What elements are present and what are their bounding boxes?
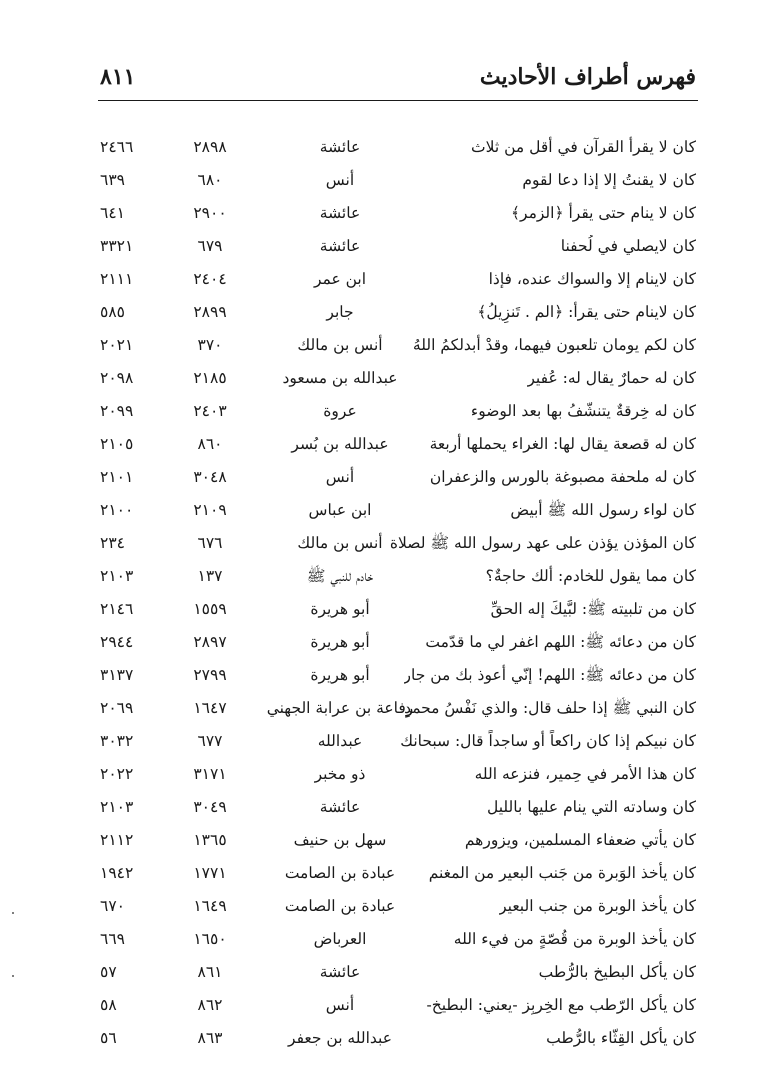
page-reference: ٢١٤٦ — [100, 600, 134, 618]
hadith-text: كان له حمارٌ يقال له: عُفير — [527, 369, 696, 387]
index-entry — [100, 495, 696, 528]
index-entry — [100, 891, 696, 924]
index-entry — [100, 990, 696, 1023]
narrator: عائشة — [319, 138, 361, 156]
hadith-number: ٨٦٠ — [197, 435, 223, 453]
index-entry — [100, 594, 696, 627]
hadith-number: ٢١٠٩ — [193, 501, 227, 519]
hadith-text: كان لا ينام حتى يقرأ ﴿الزمر﴾ — [510, 204, 696, 222]
hadith-number: ٢٤٠٤ — [193, 270, 227, 288]
header-rule — [98, 100, 698, 101]
narrator: عبادة بن الصامت — [284, 864, 396, 882]
hadith-number: ١٦٤٩ — [193, 897, 227, 915]
narrator: أبو هريرة — [310, 633, 370, 651]
hadith-number: ٨٦١ — [197, 963, 223, 981]
narrator: رفاعة بن عرابة الجهني — [266, 699, 414, 717]
hadith-text: كان لاينام حتى يقرأ: ﴿الم . تَنزِيلُ﴾ — [477, 303, 696, 321]
narrator: أنس — [325, 996, 355, 1014]
hadith-number: ٢٨٩٨ — [193, 138, 227, 156]
hadith-number: ١٥٥٩ — [193, 600, 227, 618]
index-entry — [100, 825, 696, 858]
page-reference: ١٩٤٢ — [100, 864, 134, 882]
page-reference: ٢٠٢١ — [100, 336, 134, 354]
hadith-text: كان مما يقول للخادم: ألك حاجةٌ؟ — [485, 567, 696, 585]
hadith-text: كان له قصعة يقال لها: الغراء يحملها أربعة — [429, 435, 696, 453]
narrator: عبدالله بن بُسر — [291, 435, 389, 453]
hadith-text: كان يأكل الرّطب مع الخِربِز -يعني: البطيخ- — [426, 996, 696, 1014]
hadith-number: ٦٨٠ — [197, 171, 223, 189]
hadith-number: ١٦٤٧ — [193, 699, 227, 717]
hadith-number: ١٦٥٠ — [193, 930, 227, 948]
narrator: ذو مخبر — [314, 765, 366, 783]
hadith-number: ٣١٧١ — [193, 765, 227, 783]
hadith-number: ٦٧٦ — [197, 534, 223, 552]
page-reference: ٢١٠١ — [100, 468, 134, 486]
hadith-number: ٢١٨٥ — [193, 369, 227, 387]
narrator: جابر — [326, 303, 354, 321]
hadith-number: ٢٨٩٩ — [193, 303, 227, 321]
page-reference: ٦٦٩ — [100, 930, 125, 948]
index-entry — [100, 1023, 696, 1056]
hadith-text: كان من دعائه ﷺ: اللهم اغفر لي ما قدّمت — [425, 633, 696, 651]
index-entry — [100, 363, 696, 396]
page-reference: ٦٣٩ — [100, 171, 125, 189]
running-head — [100, 60, 696, 100]
hadith-number: ١٣٦٥ — [193, 831, 227, 849]
page-reference: ٢٣٤ — [100, 534, 125, 552]
index-entry — [100, 924, 696, 957]
narrator: عائشة — [319, 204, 361, 222]
index-entry — [100, 957, 696, 990]
index-entry — [100, 528, 696, 561]
page-reference: ٥٨ — [100, 996, 117, 1014]
page-reference: ٢١٠٥ — [100, 435, 134, 453]
hadith-number: ٢٤٠٣ — [193, 402, 227, 420]
hadith-text: كان نبيكم إذا كان راكعاً أو ساجداً قال: سبحانك — [400, 732, 696, 750]
hadith-text: كان لواء رسول الله ﷺ أبيض — [510, 501, 696, 519]
page-reference: ٢١١٢ — [100, 831, 134, 849]
page-reference: ٥٨٥ — [100, 303, 125, 321]
index-entry — [100, 462, 696, 495]
narrator: العرباض — [313, 930, 367, 948]
page-reference: ٢٠٩٨ — [100, 369, 134, 387]
hadith-text: كان يأخذ الوبرة من قُصّةٍ من فيء الله — [453, 930, 696, 948]
narrator: ابن عمر — [313, 270, 367, 288]
page-reference: ٢٠٩٩ — [100, 402, 134, 420]
page-reference: ٦٧٠ — [100, 897, 125, 915]
hadith-number: ١٧٧١ — [193, 864, 227, 882]
narrator: عائشة — [319, 798, 361, 816]
index-entry — [100, 561, 696, 594]
hadith-text: كان لاينام إلا والسواك عنده، فإذا — [488, 270, 696, 288]
hadith-text: كان له ملحفة مصبوغة بالورس والزعفران — [429, 468, 696, 486]
narrator: عبدالله بن جعفر — [288, 1029, 392, 1047]
index-entry — [100, 330, 696, 363]
index-entry — [100, 264, 696, 297]
page-reference: ٢٠٦٩ — [100, 699, 134, 717]
page-reference: ٥٧ — [100, 963, 117, 981]
hadith-number: ٦٧٧ — [197, 732, 223, 750]
index-entry — [100, 693, 696, 726]
narrator: خادم للنبي ﷺ — [306, 567, 374, 585]
index-entry — [100, 660, 696, 693]
page-reference: ٢١٠٣ — [100, 798, 134, 816]
narrator: سهل بن حنيف — [293, 831, 387, 849]
narrator: ابن عباس — [308, 501, 372, 519]
hadith-number: ٨٦٢ — [197, 996, 223, 1014]
narrator: أنس — [325, 171, 355, 189]
index-entry — [100, 429, 696, 462]
page-reference: ٥٦ — [100, 1029, 117, 1047]
hadith-text: كان له خِرقةٌ يتنشّفُ بها بعد الوضوء — [470, 402, 696, 420]
page-reference: ٦٤١ — [100, 204, 125, 222]
hadith-text: كان لا يقنتُ إلا إذا دعا لقوم — [522, 171, 696, 189]
hadith-number: ٢٨٩٧ — [193, 633, 227, 651]
hadith-text: كان يأكل القِثّاء بالرُّطب — [546, 1029, 696, 1047]
narrator: عائشة — [319, 963, 361, 981]
narrator: عائشة — [319, 237, 361, 255]
page-reference: ٣١٣٧ — [100, 666, 134, 684]
hadith-index-table — [100, 132, 696, 1056]
page-reference: ٢١٠٣ — [100, 567, 134, 585]
index-entry — [100, 165, 696, 198]
hadith-text: كان من تلبيته ﷺ: لبَّيكَ إله الحقِّ — [490, 600, 696, 618]
page-reference: ٢١١١ — [100, 270, 134, 288]
narrator: أبو هريرة — [310, 600, 370, 618]
page-reference: ٣٣٢١ — [100, 237, 134, 255]
hadith-text: كان النبي ﷺ إذا حلف قال: والذي نَفْسُ محمدٍ — [404, 699, 696, 717]
hadith-number: ٣٧٠ — [197, 336, 223, 354]
hadith-number: ٢٩٠٠ — [193, 204, 227, 222]
narrator: أنس بن مالك — [297, 534, 383, 552]
page-title: فهرس أطراف الأحاديث — [479, 64, 696, 90]
hadith-text: كان يأخذ الوبرة من جنب البعير — [499, 897, 696, 915]
index-entry — [100, 759, 696, 792]
hadith-text: كان هذا الأمر في حِمير، فنزعه الله — [474, 765, 696, 783]
narrator: عبادة بن الصامت — [284, 897, 396, 915]
page-reference: ٣٠٣٢ — [100, 732, 134, 750]
narrator: عروة — [323, 402, 357, 420]
hadith-text: كان يأكل البطيخ بالرُّطب — [538, 963, 696, 981]
page-reference: ٢٤٦٦ — [100, 138, 134, 156]
hadith-text: كان يأتي ضعفاء المسلمين، ويزورهم — [464, 831, 696, 849]
page-reference: ٢٩٤٤ — [100, 633, 134, 651]
hadith-text: كان من دعائه ﷺ: اللهم! إنّي أعوذ بك من جار — [403, 666, 696, 684]
index-entry — [100, 858, 696, 891]
margin-dot — [12, 912, 14, 914]
hadith-text: كان لايصلي في لُحفنا — [560, 237, 696, 255]
hadith-text: كان وسادته التي ينام عليها بالليل — [486, 798, 696, 816]
index-entry — [100, 198, 696, 231]
hadith-number: ٨٦٣ — [197, 1029, 223, 1047]
narrator: عبدالله بن مسعود — [282, 369, 398, 387]
index-entry — [100, 396, 696, 429]
page-reference: ٢٠٢٢ — [100, 765, 134, 783]
index-entry — [100, 231, 696, 264]
narrator: أنس — [325, 468, 355, 486]
index-entry — [100, 132, 696, 165]
narrator: أنس بن مالك — [297, 336, 383, 354]
index-entry — [100, 627, 696, 660]
hadith-number: ٢٧٩٩ — [193, 666, 227, 684]
hadith-number: ٣٠٤٩ — [193, 798, 227, 816]
index-entry — [100, 297, 696, 330]
hadith-text: كان لا يقرأ القرآن في أقل من ثلاث — [471, 138, 696, 156]
narrator: أبو هريرة — [310, 666, 370, 684]
hadith-number: ١٣٧ — [197, 567, 223, 585]
hadith-text: كان لكم يومان تلعبون فيهما، وقدْ أبدلكمُ اللهُ — [412, 336, 696, 354]
hadith-number: ٦٧٩ — [197, 237, 223, 255]
page-number: ٨١١ — [100, 64, 136, 90]
index-entry — [100, 792, 696, 825]
hadith-text: كان يأخذ الوَبرة من جَنب البعير من المغنم — [428, 864, 696, 882]
hadith-text: كان المؤذن يؤذن على عهد رسول الله ﷺ لصلاة — [389, 534, 696, 552]
margin-dot — [12, 975, 14, 977]
index-entry — [100, 726, 696, 759]
hadith-number: ٣٠٤٨ — [193, 468, 227, 486]
page-reference: ٢١٠٠ — [100, 501, 134, 519]
narrator: عبدالله — [317, 732, 363, 750]
